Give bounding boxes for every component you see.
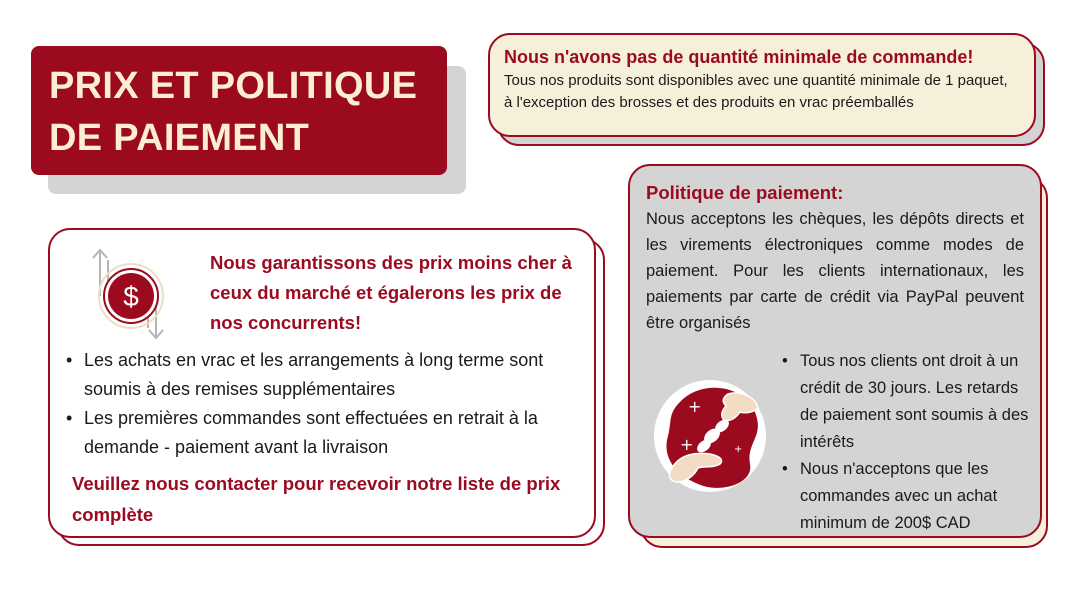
bullet-icon: • <box>782 352 788 370</box>
pricing-card <box>48 228 596 538</box>
pricing-heading: Nous garantissons des prix moins cher à ceux du marché et égalerons les prix de nos concurrents! <box>210 252 572 333</box>
list-item <box>64 404 589 462</box>
list-item <box>780 348 1032 456</box>
payment-body: Nous acceptons les chèques, les dépôts directs et les virements électroniques comme modes de paiement. Pour les clients internationaux, les paiements par carte de crédit via PayPal peuvent être organisés <box>646 210 1024 332</box>
pricing-bullet-list <box>64 346 589 462</box>
bullet-icon: • <box>66 408 73 428</box>
min-order-heading: Nous n'avons pas de quantité minimale de commande! <box>504 47 974 67</box>
min-order-card <box>488 33 1036 137</box>
page-title-line1: PRIX ET POLITIQUE <box>49 65 418 107</box>
page-title <box>49 60 439 164</box>
svg-text:$: $ <box>123 281 139 312</box>
bullet-icon: • <box>66 350 73 370</box>
list-item <box>780 456 1032 537</box>
hands-coins-icon <box>650 372 774 498</box>
page-title-line2: DE PAIEMENT <box>49 117 310 159</box>
title-banner <box>31 46 447 175</box>
list-item-text: Tous nos clients ont droit à un crédit de 30 jours. Les retards de paiement sont soumis à des intérêts <box>800 352 1029 451</box>
list-item-text: Nous n'acceptons que les commandes avec un achat minimum de 200$ CAD <box>800 460 998 532</box>
svg-text:+: + <box>680 435 694 454</box>
payment-heading: Politique de paiement: <box>646 182 844 203</box>
dollar-arrows-icon <box>86 240 176 340</box>
list-item-text: Les premières commandes sont effectuées en retrait à la demande - paiement avant la livraison <box>84 408 538 457</box>
min-order-body: Tous nos produits sont disponibles avec une quantité minimale de 1 paquet, à l'exception des brosses et des produits en vrac préemballés <box>504 72 1008 111</box>
list-item-text: Les achats en vrac et les arrangements à long terme sont soumis à des remises supplémentaires <box>84 350 544 399</box>
bullet-icon: • <box>782 460 788 478</box>
payment-bullet-list <box>780 348 1032 537</box>
list-item <box>64 346 589 404</box>
svg-text:+: + <box>734 444 743 455</box>
svg-text:+: + <box>688 397 702 416</box>
pricing-contact-note: Veuillez nous contacter pour recevoir notre liste de prix complète <box>72 473 561 525</box>
payment-card <box>628 164 1042 538</box>
